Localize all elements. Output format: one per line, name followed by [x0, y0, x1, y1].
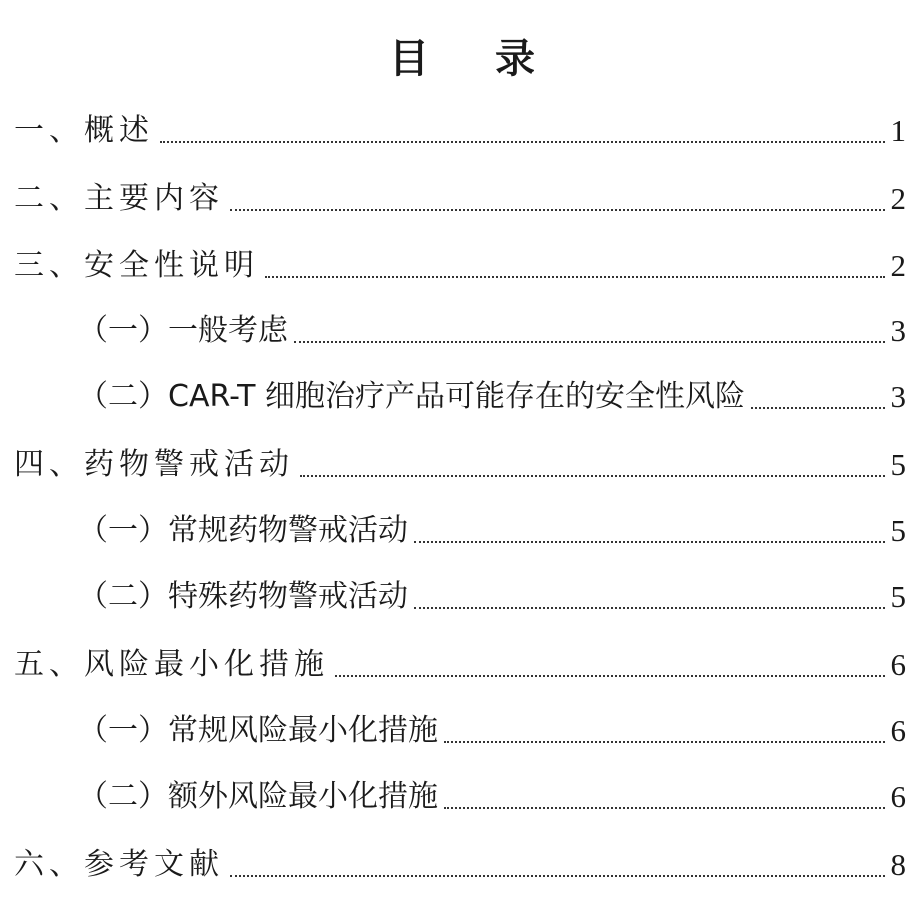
toc-page-number: 5 [890, 447, 906, 482]
toc-entry-label: 五、风险最小化措施 [14, 647, 329, 682]
dot-leader [230, 875, 885, 877]
toc-page-number: 8 [890, 847, 906, 882]
dot-leader [160, 141, 885, 143]
toc-page-number: 1 [890, 113, 906, 148]
toc-entry-cart-safety-risks[interactable] [78, 376, 906, 416]
toc-title: 目 录 [389, 34, 561, 82]
toc-entry-label: （一）常规药物警戒活动 [78, 513, 408, 548]
toc-page-number: 5 [890, 513, 906, 548]
toc-page-number: 6 [890, 713, 906, 748]
toc-page-number: 5 [890, 579, 906, 614]
toc-entry-routine-risk-minimization[interactable] [78, 710, 906, 750]
dot-leader [444, 807, 885, 809]
dot-leader [230, 209, 885, 211]
dot-leader [300, 475, 885, 477]
dot-leader [294, 341, 885, 343]
toc-entry-label: （二）CAR-T 细胞治疗产品可能存在的安全性风险 [78, 379, 746, 414]
toc-entry-pharmacovigilance[interactable] [14, 444, 906, 484]
toc-entry-label: 四、药物警戒活动 [14, 447, 294, 482]
toc-entry-special-pharmacovigilance[interactable] [78, 576, 906, 616]
dot-leader [265, 276, 885, 278]
toc-page-number: 3 [890, 313, 906, 348]
toc-entry-label: （一）常规风险最小化措施 [78, 713, 438, 748]
toc-entry-label: 三、安全性说明 [14, 248, 259, 283]
toc-entry-additional-risk-minimization[interactable] [78, 776, 906, 816]
toc-entry-label: （二）特殊药物警戒活动 [78, 579, 408, 614]
toc-entry-label: （一）一般考虑 [78, 313, 288, 348]
dot-leader [335, 675, 885, 677]
toc-entry-risk-minimization[interactable] [14, 644, 906, 684]
toc-page-number: 6 [890, 647, 906, 682]
toc-entry-safety-description[interactable] [14, 245, 906, 285]
toc-page-number: 2 [890, 181, 906, 216]
toc-entry-label: 六、参考文献 [14, 847, 224, 882]
toc-entry-general-considerations[interactable] [78, 310, 906, 350]
toc-entry-references[interactable] [14, 844, 906, 884]
dot-leader [444, 741, 885, 743]
toc-entry-main-content[interactable] [14, 178, 906, 218]
toc-page-number: 6 [890, 779, 906, 814]
toc-entry-label: （二）额外风险最小化措施 [78, 779, 438, 814]
toc-page-number: 2 [890, 248, 906, 283]
toc-entry-routine-pharmacovigilance[interactable] [78, 510, 906, 550]
toc-entry-overview[interactable] [14, 110, 906, 150]
dot-leader [751, 407, 884, 409]
toc-entry-label: 二、主要内容 [14, 181, 224, 216]
toc-entry-label: 一、概述 [14, 113, 154, 148]
dot-leader [414, 541, 885, 543]
toc-page-number: 3 [890, 379, 906, 414]
dot-leader [414, 607, 885, 609]
